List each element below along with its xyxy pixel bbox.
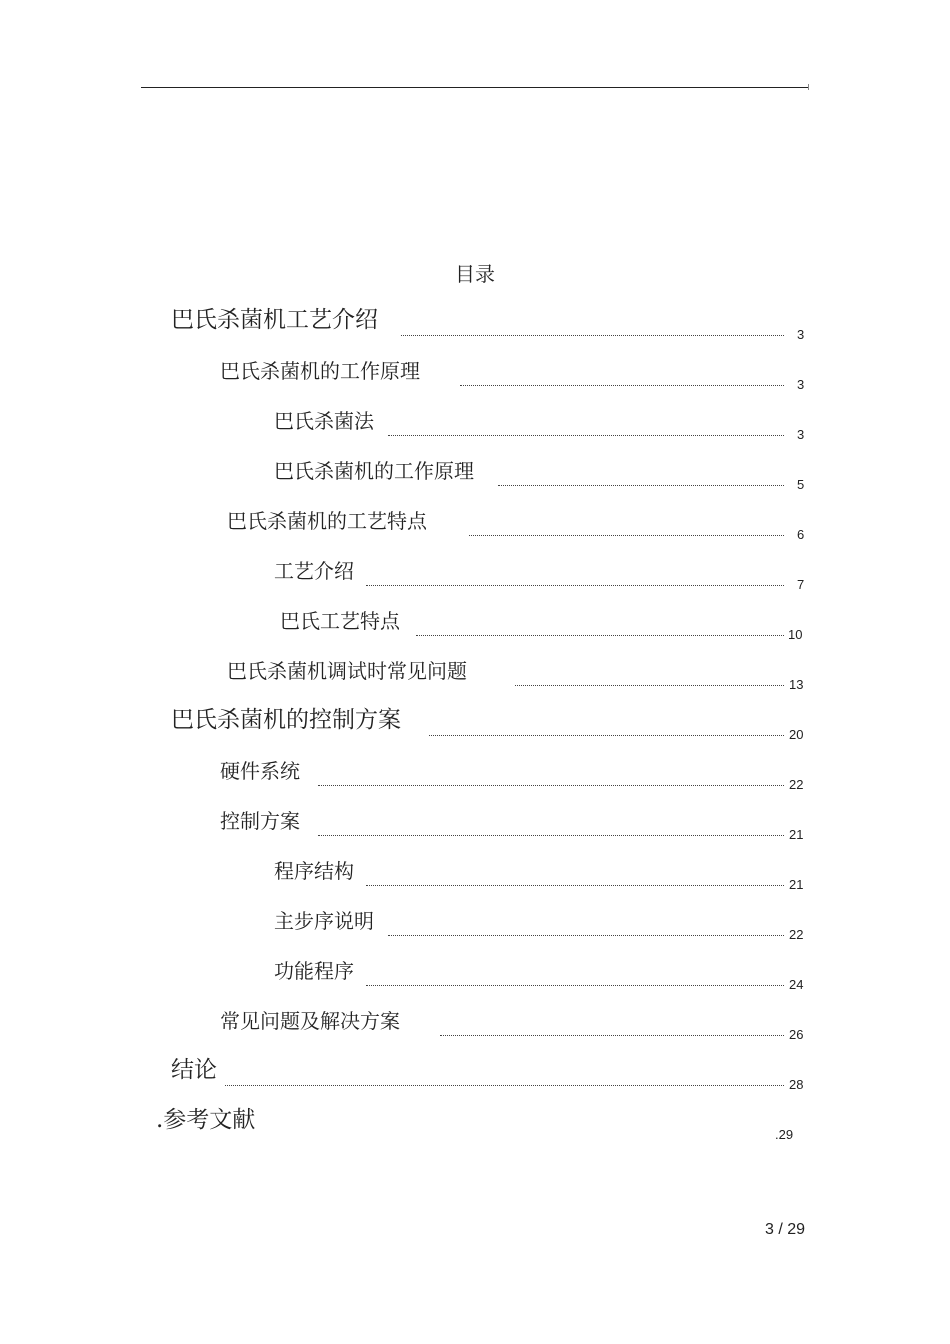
toc-leader-dots [225, 1085, 784, 1086]
toc-entry-page: 21 [789, 877, 804, 892]
toc-leader-dots [366, 985, 784, 986]
toc-leader-dots [498, 485, 784, 486]
toc-entry[interactable] [274, 400, 806, 442]
toc-entry-page: 28 [789, 1077, 804, 1092]
toc-leader-dots [318, 835, 784, 836]
toc-entry[interactable] [220, 750, 806, 792]
toc-entry-label: 硬件系统 [220, 759, 300, 783]
toc-entry-page: 3 [797, 327, 805, 342]
toc-entry[interactable] [171, 700, 806, 742]
toc-leader-dots [460, 385, 784, 386]
toc-entry-label: 巴氏杀菌机调试时常见问题 [227, 659, 467, 683]
toc-entry[interactable] [274, 950, 806, 992]
toc-entry-label: 巴氏杀菌法 [274, 409, 374, 433]
toc-entry-label: 结论 [171, 1057, 217, 1083]
toc-leader-dots [388, 935, 784, 936]
toc-entry[interactable] [171, 300, 806, 342]
toc-entry-label: 巴氏杀菌机工艺介绍 [171, 307, 378, 333]
toc-entry-page: 5 [797, 477, 805, 492]
toc-entry-label: 巴氏杀菌机的控制方案 [171, 707, 401, 733]
toc-leader-dots [366, 885, 784, 886]
toc-entry-page: 22 [789, 927, 804, 942]
toc-entry-label: 控制方案 [220, 809, 300, 833]
toc-entry-label: 主步序说明 [274, 909, 374, 933]
toc-entry-page: 22 [789, 777, 804, 792]
toc-entry[interactable] [220, 1000, 806, 1042]
toc-entry[interactable] [220, 800, 806, 842]
toc-entry[interactable] [274, 900, 806, 942]
toc-leader-dots [429, 735, 784, 736]
toc-entry-page: .29 [775, 1127, 794, 1142]
toc-entry-page: 10 [788, 627, 803, 642]
toc-leader-dots [318, 785, 784, 786]
toc-entry-label: 工艺介绍 [274, 559, 354, 583]
toc-entry-page: 3 [797, 427, 805, 442]
toc-entry[interactable] [171, 1050, 806, 1092]
toc-entry-label: 巴氏杀菌机的工作原理 [220, 359, 420, 383]
toc-entry-label: 常见问题及解决方案 [220, 1009, 400, 1033]
toc-entry-page: 7 [797, 577, 805, 592]
toc-leader-dots [469, 535, 784, 536]
header-rule-mark [808, 84, 809, 90]
toc-entry[interactable] [280, 600, 806, 642]
toc-entry-page: 24 [789, 977, 804, 992]
toc-entry-label: 巴氏杀菌机的工艺特点 [227, 509, 427, 533]
toc-entry-page: 13 [789, 677, 804, 692]
toc-entry-page: 21 [789, 827, 804, 842]
toc-leader-dots [416, 635, 784, 636]
toc-leader-dots [515, 685, 784, 686]
toc-leader-dots [366, 585, 784, 586]
toc-entry[interactable] [274, 550, 806, 592]
toc-entry-label: 巴氏杀菌机的工作原理 [274, 459, 474, 483]
toc-entry-page: 3 [797, 377, 805, 392]
toc-entry[interactable] [156, 1100, 806, 1142]
toc-entry[interactable] [220, 350, 806, 392]
toc-leader-dots [440, 1035, 784, 1036]
toc-entry-page: 20 [789, 727, 804, 742]
toc-entry-page: 26 [789, 1027, 804, 1042]
toc-title-text: 目录 [455, 262, 495, 286]
toc-entry-page: 6 [797, 527, 805, 542]
toc-leader-dots [401, 335, 784, 336]
toc-entry-label: .参考文献 [156, 1107, 256, 1133]
toc-entry-label: 巴氏工艺特点 [280, 609, 400, 633]
toc-entry[interactable] [227, 500, 806, 542]
toc-entry[interactable] [274, 450, 806, 492]
toc-leader-dots [388, 435, 784, 436]
toc-entry[interactable] [274, 850, 806, 892]
toc-title [0, 258, 950, 287]
page-number: 3 / 29 [764, 1221, 805, 1238]
header-rule [141, 87, 809, 88]
toc-entry-label: 功能程序 [274, 959, 354, 983]
toc-entry[interactable] [227, 650, 806, 692]
toc-entry-label: 程序结构 [274, 859, 354, 883]
